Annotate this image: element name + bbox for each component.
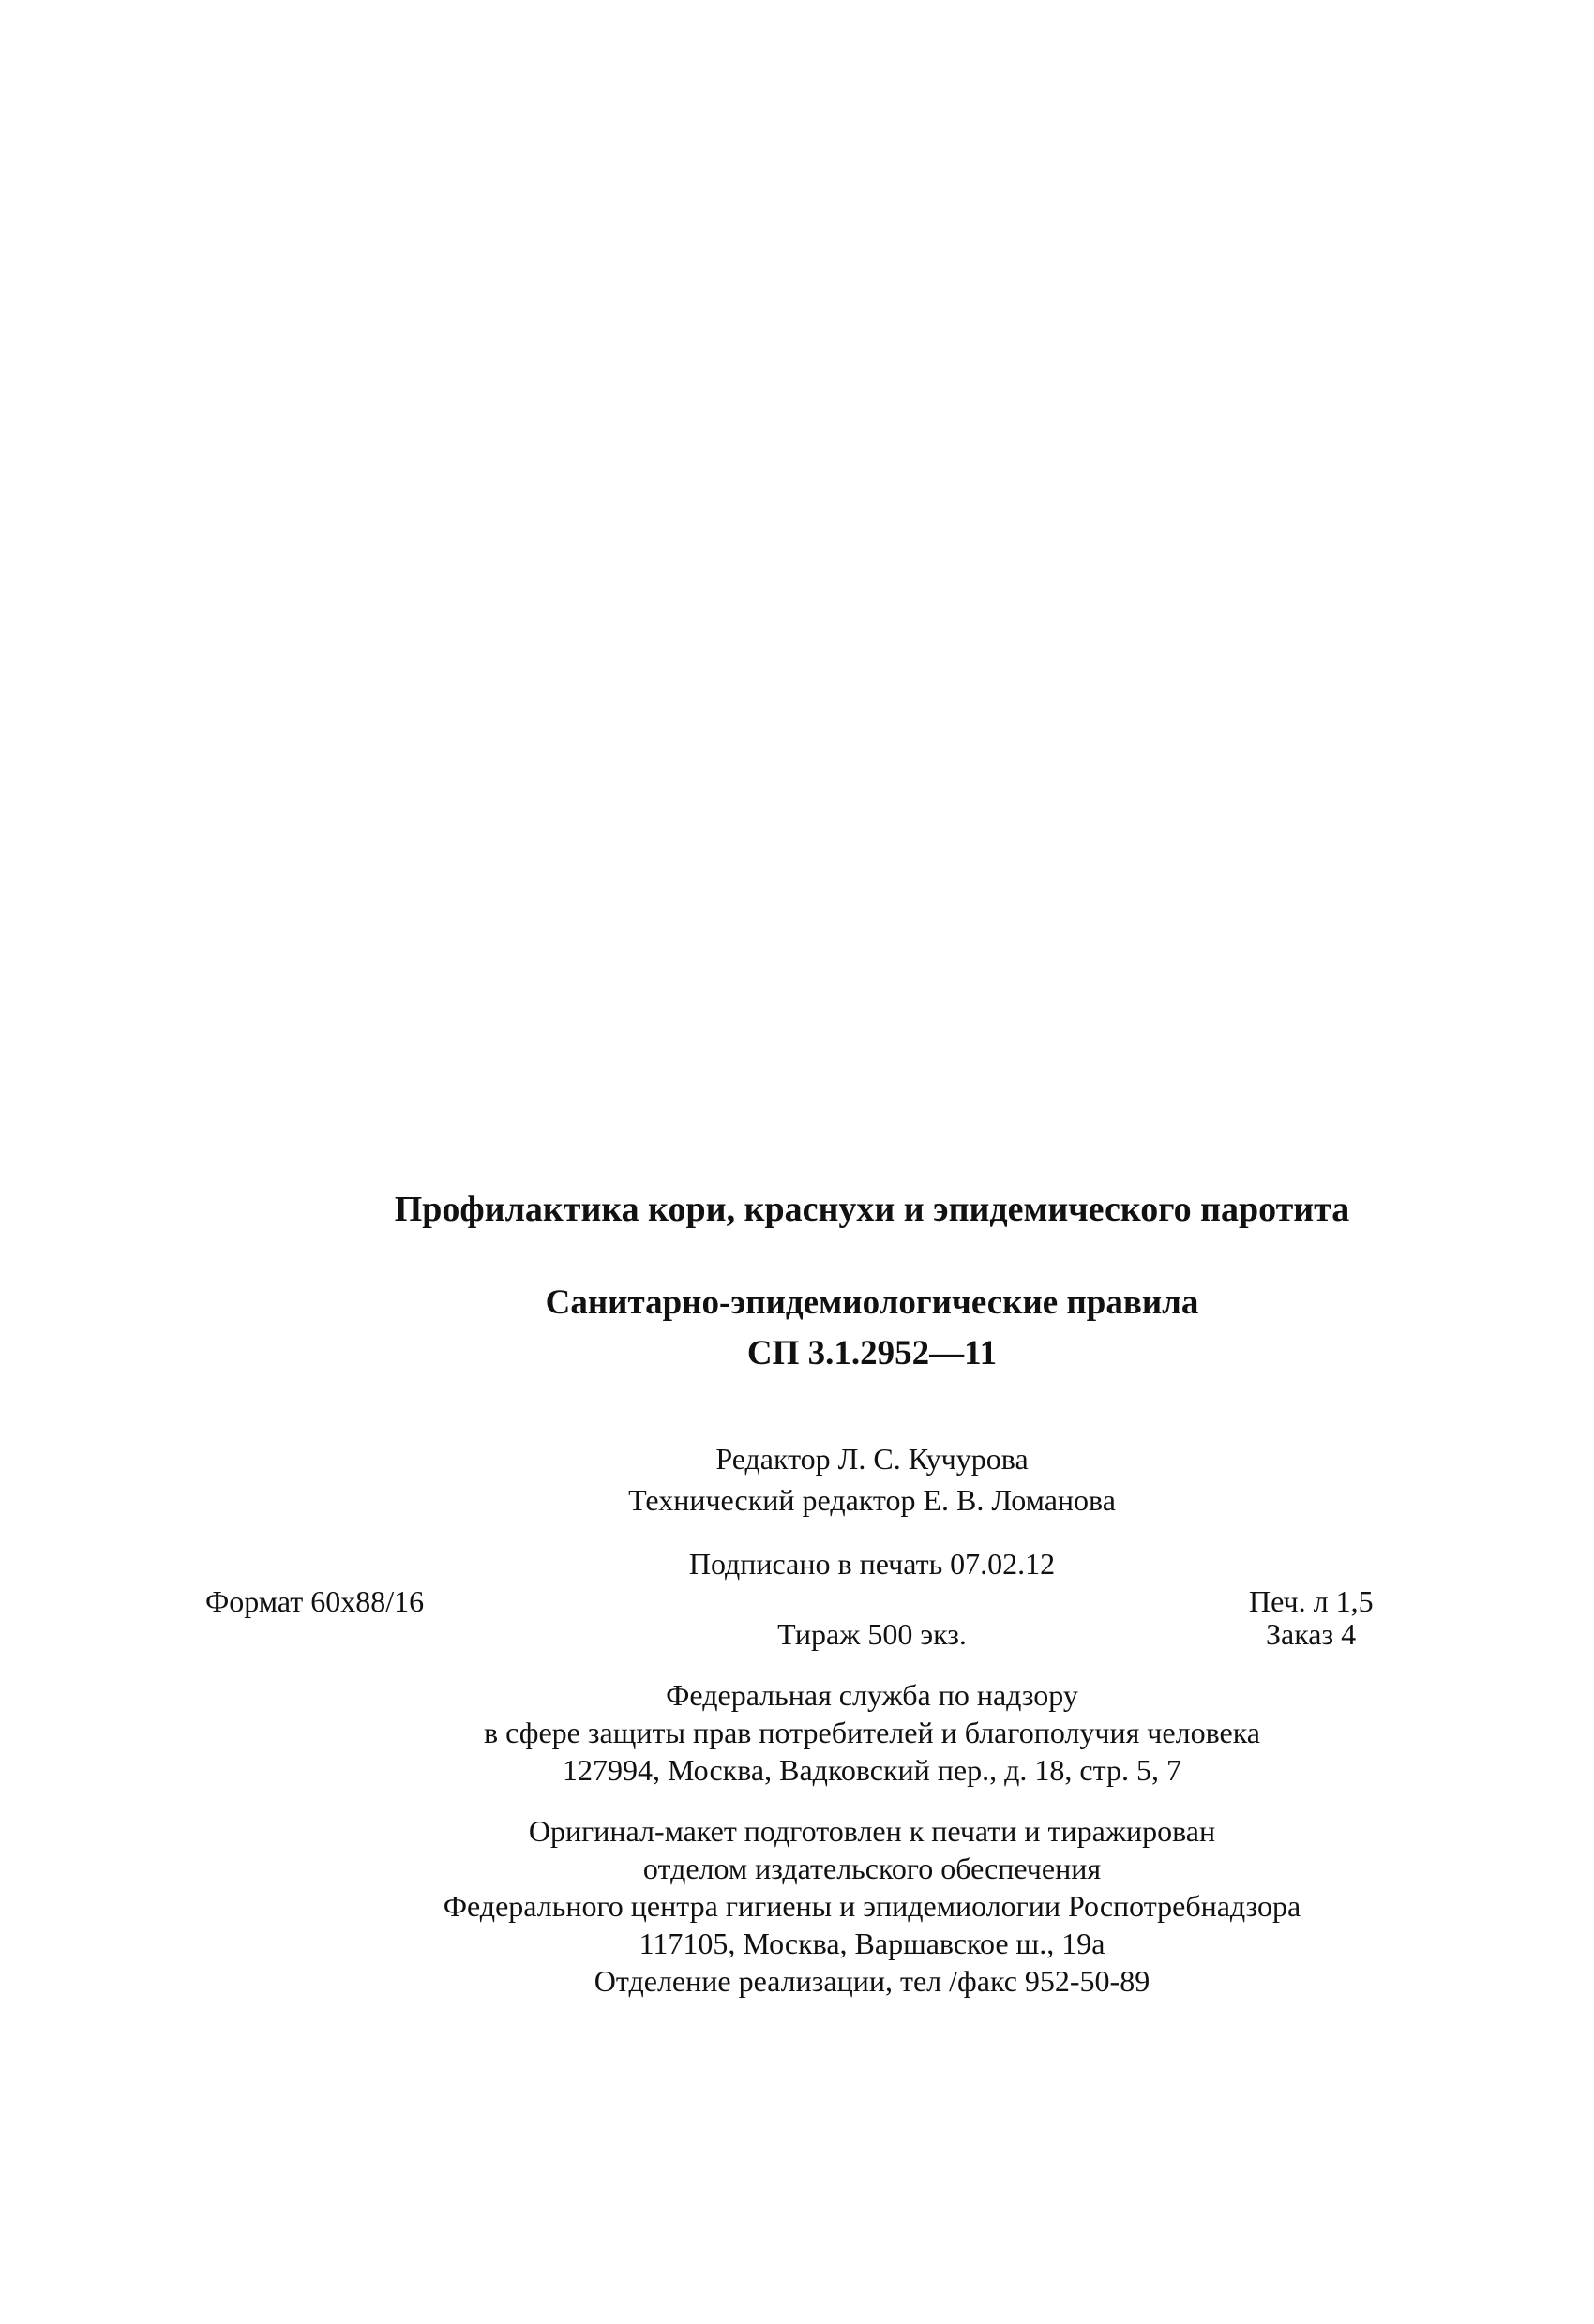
format-info: Формат 60x88/16 <box>205 1584 425 1618</box>
editor-credit: Редактор Л. С. Кучурова <box>715 1442 1029 1476</box>
prepared-by-line: отделом издательского обеспечения <box>642 1852 1102 1885</box>
publisher-line: в сфере защиты прав потребителей и благополучия человека <box>484 1716 1260 1749</box>
signed-to-print: Подписано в печать 07.02.12 <box>688 1547 1056 1581</box>
technical-editor-credit: Технический редактор Е. В. Ломанова <box>628 1483 1116 1517</box>
print-sheets-info: Печ. л 1,5 <box>1249 1584 1374 1618</box>
document-title: Профилактика кори, краснухи и эпидемического паротита <box>394 1190 1350 1229</box>
prepared-by-line: Федерального центра гигиены и эпидемиологии Роспотребнадзора <box>443 1889 1301 1923</box>
order-info: Заказ 4 <box>1266 1617 1357 1651</box>
document-code: СП 3.1.2952—11 <box>746 1334 998 1372</box>
prepared-by-line: Оригинал-макет подготовлен к печати и тиражирован <box>528 1814 1216 1848</box>
sales-contact: Отделение реализации, тел /факс 952-50-89 <box>594 1964 1150 1998</box>
publisher-line: Федеральная служба по надзору <box>666 1678 1078 1712</box>
circulation-info: Тираж 500 экз. <box>777 1617 967 1651</box>
prepared-by-address: 117105, Москва, Варшавское ш., 19а <box>639 1927 1105 1960</box>
publisher-address: 127994, Москва, Вадковский пер., д. 18, стр. 5, 7 <box>563 1753 1181 1787</box>
document-subtitle: Санитарно-эпидемиологические правила <box>545 1283 1199 1322</box>
